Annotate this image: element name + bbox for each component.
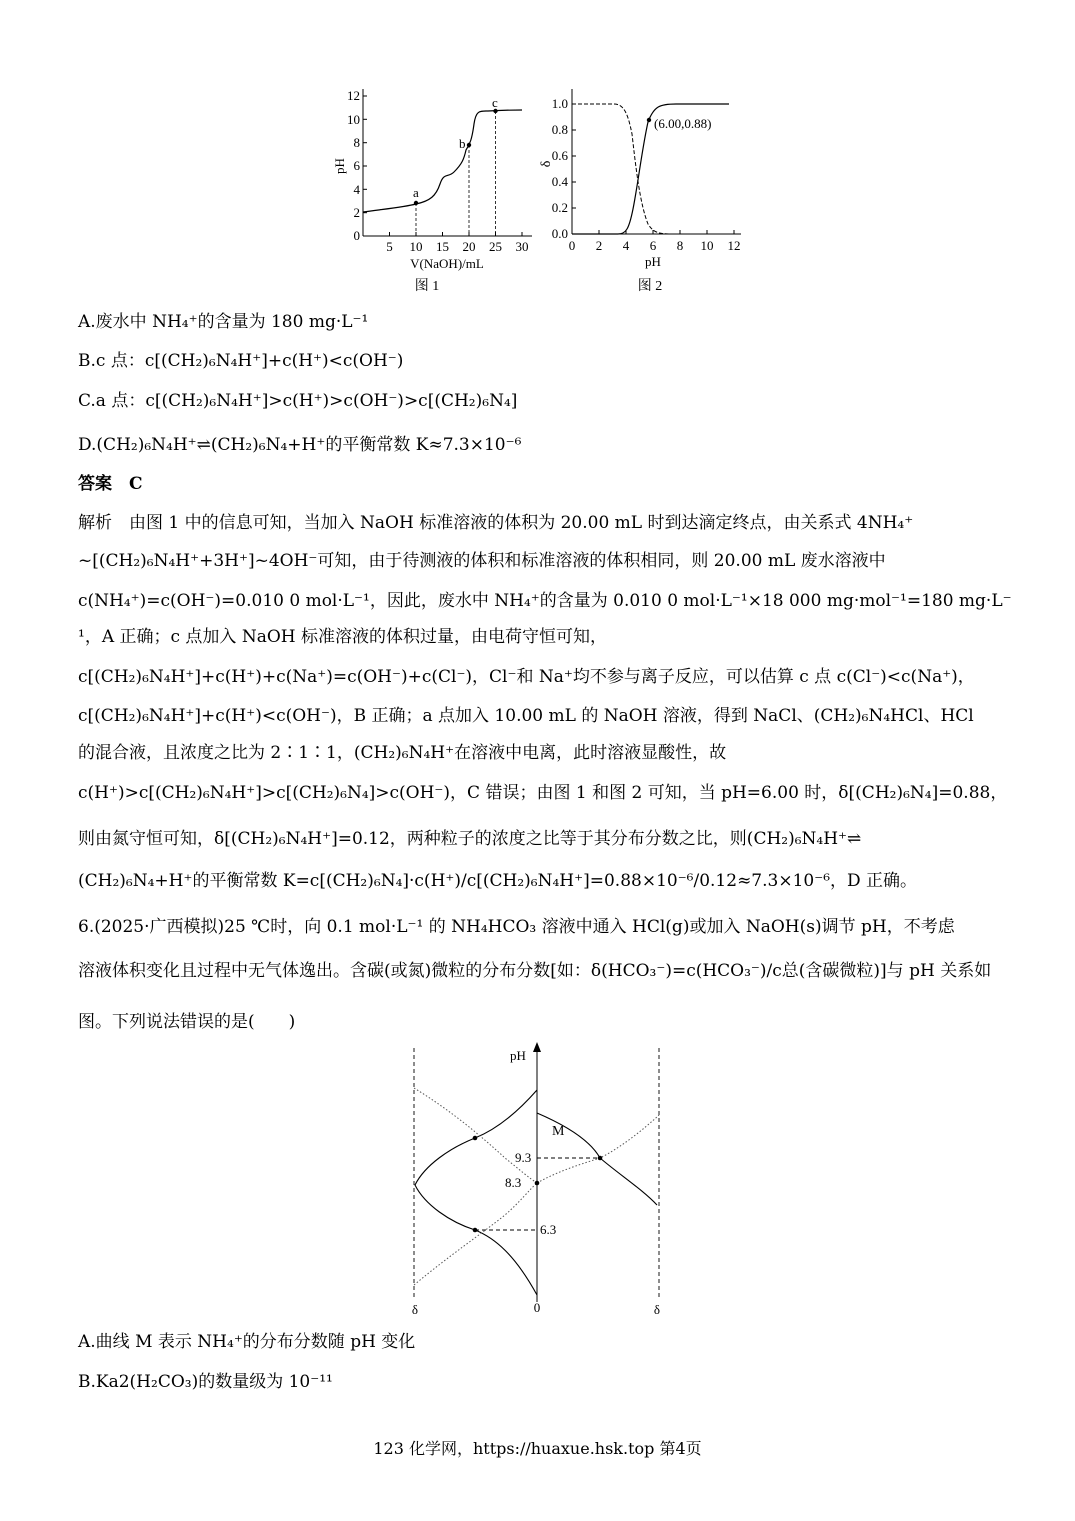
fig3-point <box>473 1228 478 1233</box>
fig2-ytick: 0.2 <box>551 200 568 215</box>
analysis-line: ¹，A 正确；c 点加入 NaOH 标准溶液的体积过量，由电荷守恒可知， <box>78 627 607 647</box>
fig1-xtick: 25 <box>489 239 502 254</box>
fig1-ytick: 12 <box>347 88 360 103</box>
question-6-line: 图。下列说法错误的是( ) <box>78 1012 296 1032</box>
fig1-titration-curve <box>363 110 522 212</box>
fig3-left-dotted-1 <box>414 1088 537 1183</box>
fig1-xtick: 20 <box>462 239 476 254</box>
fig1-label-c: c <box>492 95 498 110</box>
fig1-point-b <box>467 143 471 147</box>
fig1-xtick: 5 <box>386 239 393 254</box>
fig1-xlabel: V(NaOH)/mL <box>410 256 484 271</box>
fig2-ytick: 0.8 <box>551 122 568 137</box>
fig2-point-label: (6.00,0.88) <box>654 116 712 131</box>
fig2-xtick: 4 <box>622 238 630 253</box>
fig3-bottom-mid: 0 <box>533 1300 541 1315</box>
fig2-point <box>647 118 651 122</box>
figure-3 <box>395 1040 685 1325</box>
fig1-ytick: 8 <box>353 135 360 150</box>
analysis-line: 的混合液，且浓度之比为 2∶1∶1，(CH₂)₆N₄H⁺在溶液中电离，此时溶液显酸性，故 <box>78 743 727 763</box>
fig3-level: 8.3 <box>505 1175 522 1190</box>
fig1-xtick: 10 <box>409 239 423 254</box>
question-6-line: 6.(2025·广西模拟)25 ℃时，向 0.1 mol·L⁻¹ 的 NH₄HCO₃ 溶液中通入 HCl(g)或加入 NaOH(s)调节 pH，不考虑 <box>78 917 955 937</box>
answer: 答案 C <box>78 474 143 494</box>
fig2-ytick: 0.0 <box>551 226 568 241</box>
fig3-label-M: M <box>552 1124 565 1139</box>
fig2-caption: 图 2 <box>637 279 663 294</box>
fig1-xtick: 30 <box>515 239 529 254</box>
fig3-point <box>598 1156 603 1161</box>
analysis-line: 解析 由图 1 中的信息可知，当加入 NaOH 标准溶液的体积为 20.00 mL 时到达滴定终点，由关系式 4NH₄⁺ <box>78 513 914 533</box>
fig1-ytick: 2 <box>353 205 360 220</box>
fig3-bottom-left: δ <box>411 1302 419 1317</box>
fig1-label-a: a <box>413 185 419 200</box>
option-d: D.(CH₂)₆N₄H⁺⇌(CH₂)₆N₄+H⁺的平衡常数 K≈7.3×10⁻⁶ <box>78 435 522 455</box>
q6-option-b: B.Ka2(H₂CO₃)的数量级为 10⁻¹¹ <box>78 1372 333 1392</box>
fig2-ytick: 0.6 <box>551 148 568 163</box>
fig3-point <box>473 1136 478 1141</box>
fig1-ytick: 6 <box>353 158 360 173</box>
option-a: A.废水中 NH₄⁺的含量为 180 mg·L⁻¹ <box>78 312 369 332</box>
fig3-left-dotted-2 <box>414 1183 537 1285</box>
analysis-line: ~[(CH₂)₆N₄H⁺+3H⁺]~4OH⁻可知，由于待测液的体积和标准溶液的体积相同，则 20.00 mL 废水溶液中 <box>78 551 886 571</box>
fig1-xtick: 15 <box>436 239 449 254</box>
analysis-line: c[(CH₂)₆N₄H⁺]+c(H⁺)<c(OH⁻)，B 正确；a 点加入 10.00 mL 的 NaOH 溶液，得到 NaCl、(CH₂)₆N₄HCl、HCl <box>78 706 974 726</box>
option-b: B.c 点：c[(CH₂)₆N₄H⁺]+c(H⁺)<c(OH⁻) <box>78 351 404 371</box>
fig1-ylabel: pH <box>332 158 347 174</box>
fig2-xtick: 8 <box>676 238 684 253</box>
fig2-xtick: 6 <box>649 238 657 253</box>
q6-option-a: A.曲线 M 表示 NH₄⁺的分布分数随 pH 变化 <box>78 1332 416 1352</box>
fig3-level: 6.3 <box>540 1222 557 1237</box>
fig1-label-b: b <box>459 136 466 151</box>
fig1-ytick: 0 <box>353 228 360 243</box>
figure-2 <box>536 84 751 299</box>
option-c: C.a 点：c[(CH₂)₆N₄H⁺]>c(H⁺)>c(OH⁻)>c[(CH₂)₆N₄] <box>78 391 518 411</box>
fig2-xtick: 12 <box>727 238 741 253</box>
fig2-xtick: 2 <box>595 238 603 253</box>
fig1-ytick: 10 <box>347 112 360 127</box>
fig1-ytick: 4 <box>353 182 360 197</box>
fig2-ylabel: δ <box>539 160 554 168</box>
question-6-line: 溶液体积变化且过程中无气体逸出。含碳(或氮)微粒的分布分数[如：δ(HCO₃⁻)=c(HCO₃⁻)/c总(含碳微粒)]与 pH 关系如 <box>78 961 992 981</box>
fig2-ytick: 1.0 <box>551 96 568 111</box>
fig3-bottom-right: δ <box>653 1302 661 1317</box>
fig1-point-a <box>414 201 418 205</box>
page-footer: 123 化学网，https://huaxue.hsk.top 第4页 <box>373 1439 702 1458</box>
analysis-line: c[(CH₂)₆N₄H⁺]+c(H⁺)+c(Na⁺)=c(OH⁻)+c(Cl⁻)，Cl⁻和 Na⁺均不参与离子反应，可以估算 c 点 c(Cl⁻)<c(Na⁺)， <box>78 667 975 687</box>
fig3-ylabel: pH <box>510 1048 526 1063</box>
fig3-left-solid-curve <box>415 1090 537 1295</box>
analysis-line: c(H⁺)>c[(CH₂)₆N₄H⁺]>c[(CH₂)₆N₄]>c(OH⁻)，C 错误；由图 1 和图 2 可知，当 pH=6.00 时，δ[(CH₂)₆N₄]=0.88， <box>78 783 1008 803</box>
fig2-xtick: 10 <box>700 238 714 253</box>
fig2-ytick: 0.4 <box>551 174 568 189</box>
fig2-xlabel: pH <box>645 254 661 269</box>
analysis-line: (CH₂)₆N₄+H⁺的平衡常数 K=c[(CH₂)₆N₄]·c(H⁺)/c[(CH₂)₆N₄H⁺]=0.88×10⁻⁶/0.12≈7.3×10⁻⁶，D 正确。 <box>78 871 918 891</box>
analysis-line: 则由氮守恒可知，δ[(CH₂)₆N₄H⁺]=0.12，两种粒子的浓度之比等于其分布分数之比，则(CH₂)₆N₄H⁺⇌ <box>78 829 862 849</box>
fig1-caption: 图 1 <box>414 279 440 294</box>
analysis-line: c(NH₄⁺)=c(OH⁻)=0.010 0 mol·L⁻¹，因此，废水中 NH₄⁺的含量为 0.010 0 mol·L⁻¹×18 000 mg·mol⁻¹=180 mg·L⁻ <box>78 591 1012 611</box>
fig3-level: 9.3 <box>515 1150 532 1165</box>
fig2-xtick: 0 <box>568 238 576 253</box>
figure-1 <box>330 84 540 299</box>
fig3-point <box>535 1181 540 1186</box>
